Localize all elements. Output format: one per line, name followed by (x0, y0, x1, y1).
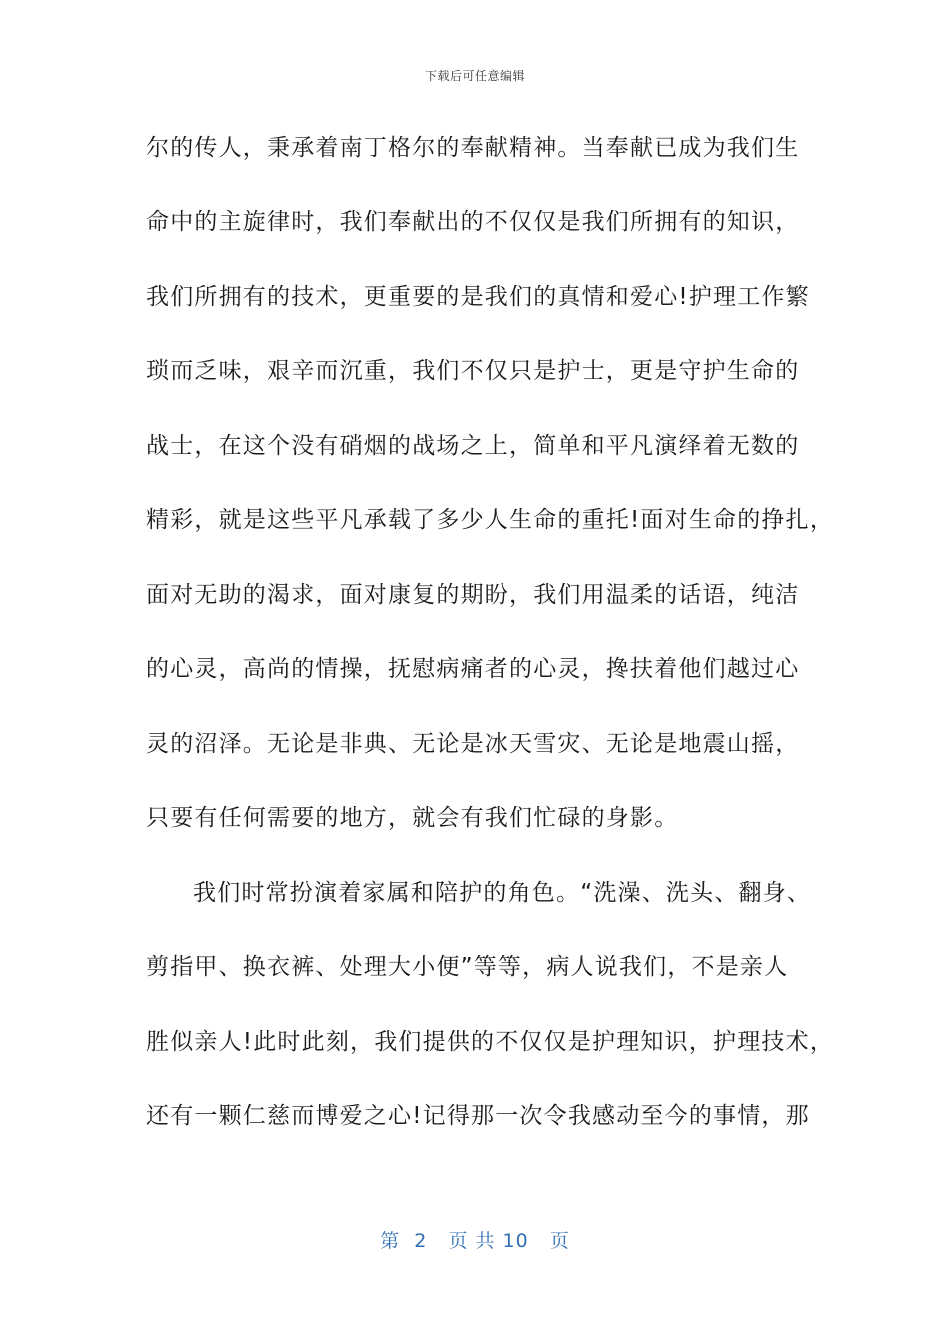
paragraph-line: 琐而乏味，艰辛而沉重，我们不仅只是护士，更是守护生命的 (146, 358, 800, 384)
paragraph-line: 面对无助的渴求，面对康复的期盼，我们用温柔的话语，纯洁 (146, 582, 800, 608)
paragraph-line: 只要有任何需要的地方，就会有我们忙碌的身影。 (146, 805, 679, 831)
paragraph-line: 我们所拥有的技术，更重要的是我们的真情和爱心!护理工作繁 (146, 284, 810, 310)
paragraph-line: 灵的沼泽。无论是非典、无论是冰天雪灾、无论是地震山摇， (146, 731, 800, 757)
page-header: 下载后可任意编辑 (424, 69, 525, 83)
paragraph-line: 尔的传人，秉承着南丁格尔的奉献精神。当奉献已成为我们生 (146, 135, 800, 161)
paragraph-line: 命中的主旋律时，我们奉献出的不仅仅是我们所拥有的知识， (146, 209, 800, 235)
paragraph-line: 胜似亲人!此时此刻，我们提供的不仅仅是护理知识，护理技术， (146, 1029, 835, 1055)
paragraph-line: 还有一颗仁慈而博爱之心!记得那一次令我感动至今的事情，那 (146, 1103, 810, 1129)
paragraph-line: 精彩，就是这些平凡承载了多少人生命的重托!面对生命的挣扎， (146, 507, 835, 533)
paragraph-line: 的心灵，高尚的情操，抚慰病痛者的心灵，搀扶着他们越过心 (146, 656, 800, 682)
page-number-footer: 第 2 页 共 10 页 (380, 1230, 570, 1252)
paragraph-line: 剪指甲、换衣裤、处理大小便”等等，病人说我们，不是亲人 (146, 954, 789, 980)
paragraph-line: 我们时常扮演着家属和陪护的角色。“洗澡、洗头、翻身、 (193, 880, 812, 906)
paragraph-line: 战士，在这个没有硝烟的战场之上，简单和平凡演绎着无数的 (146, 433, 800, 459)
